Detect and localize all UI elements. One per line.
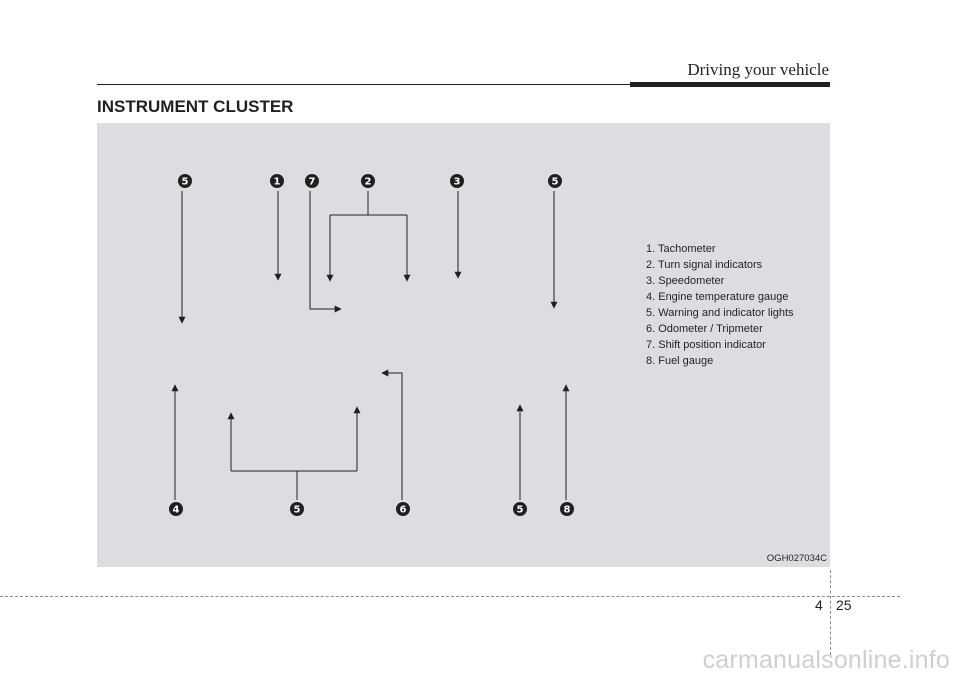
svg-text:7: 7 <box>308 176 316 188</box>
callout-badge <box>548 174 562 188</box>
svg-text:4: 4 <box>172 504 180 516</box>
svg-text:1: 1 <box>273 176 281 188</box>
callout-badge <box>396 502 410 516</box>
legend-item: 2. Turn signal indicators <box>646 259 763 271</box>
svg-text:5: 5 <box>516 504 524 516</box>
legend-item: 7. Shift position indicator <box>646 339 766 351</box>
legend-item: 6. Odometer / Tripmeter <box>646 323 763 335</box>
legend-item: 5. Warning and indicator lights <box>646 307 794 319</box>
legend-item: 3. Speedometer <box>646 275 725 287</box>
legend-item: 8. Fuel gauge <box>646 355 714 367</box>
svg-text:3: 3 <box>453 176 461 188</box>
legend-item: 4. Engine temperature gauge <box>646 291 789 303</box>
callout-badge <box>178 174 192 188</box>
callout-badge <box>305 174 319 188</box>
legend-item: 1. Tachometer <box>646 243 716 255</box>
page-heading: INSTRUMENT CLUSTER <box>97 97 294 116</box>
callout-badge <box>290 502 304 516</box>
figure-code: OGH027034C <box>766 553 827 564</box>
figure-legend <box>646 241 794 369</box>
callout-badge <box>560 502 574 516</box>
svg-text:2: 2 <box>364 176 372 188</box>
svg-text:8: 8 <box>563 504 571 516</box>
leader-line <box>310 191 341 309</box>
header-rule-thin <box>97 84 630 85</box>
section-title: Driving your vehicle <box>687 60 829 79</box>
svg-text:5: 5 <box>551 176 559 188</box>
svg-text:6: 6 <box>399 504 407 516</box>
callout-badge <box>513 502 527 516</box>
leader-line <box>382 373 402 500</box>
page-number: 25 <box>836 597 852 613</box>
instrument-cluster-figure <box>97 123 830 567</box>
callout-badge <box>169 502 183 516</box>
svg-text:5: 5 <box>293 504 301 516</box>
callout-badge <box>270 174 284 188</box>
watermark: carmanualsonline.info <box>702 646 950 674</box>
callout-badge <box>450 174 464 188</box>
header-rule-thick <box>630 82 830 87</box>
callout-badge <box>361 174 375 188</box>
footer-vertical-rule <box>830 570 831 655</box>
chapter-number: 4 <box>815 597 823 613</box>
svg-text:5: 5 <box>181 176 189 188</box>
footer-dotted-rule <box>0 596 900 597</box>
